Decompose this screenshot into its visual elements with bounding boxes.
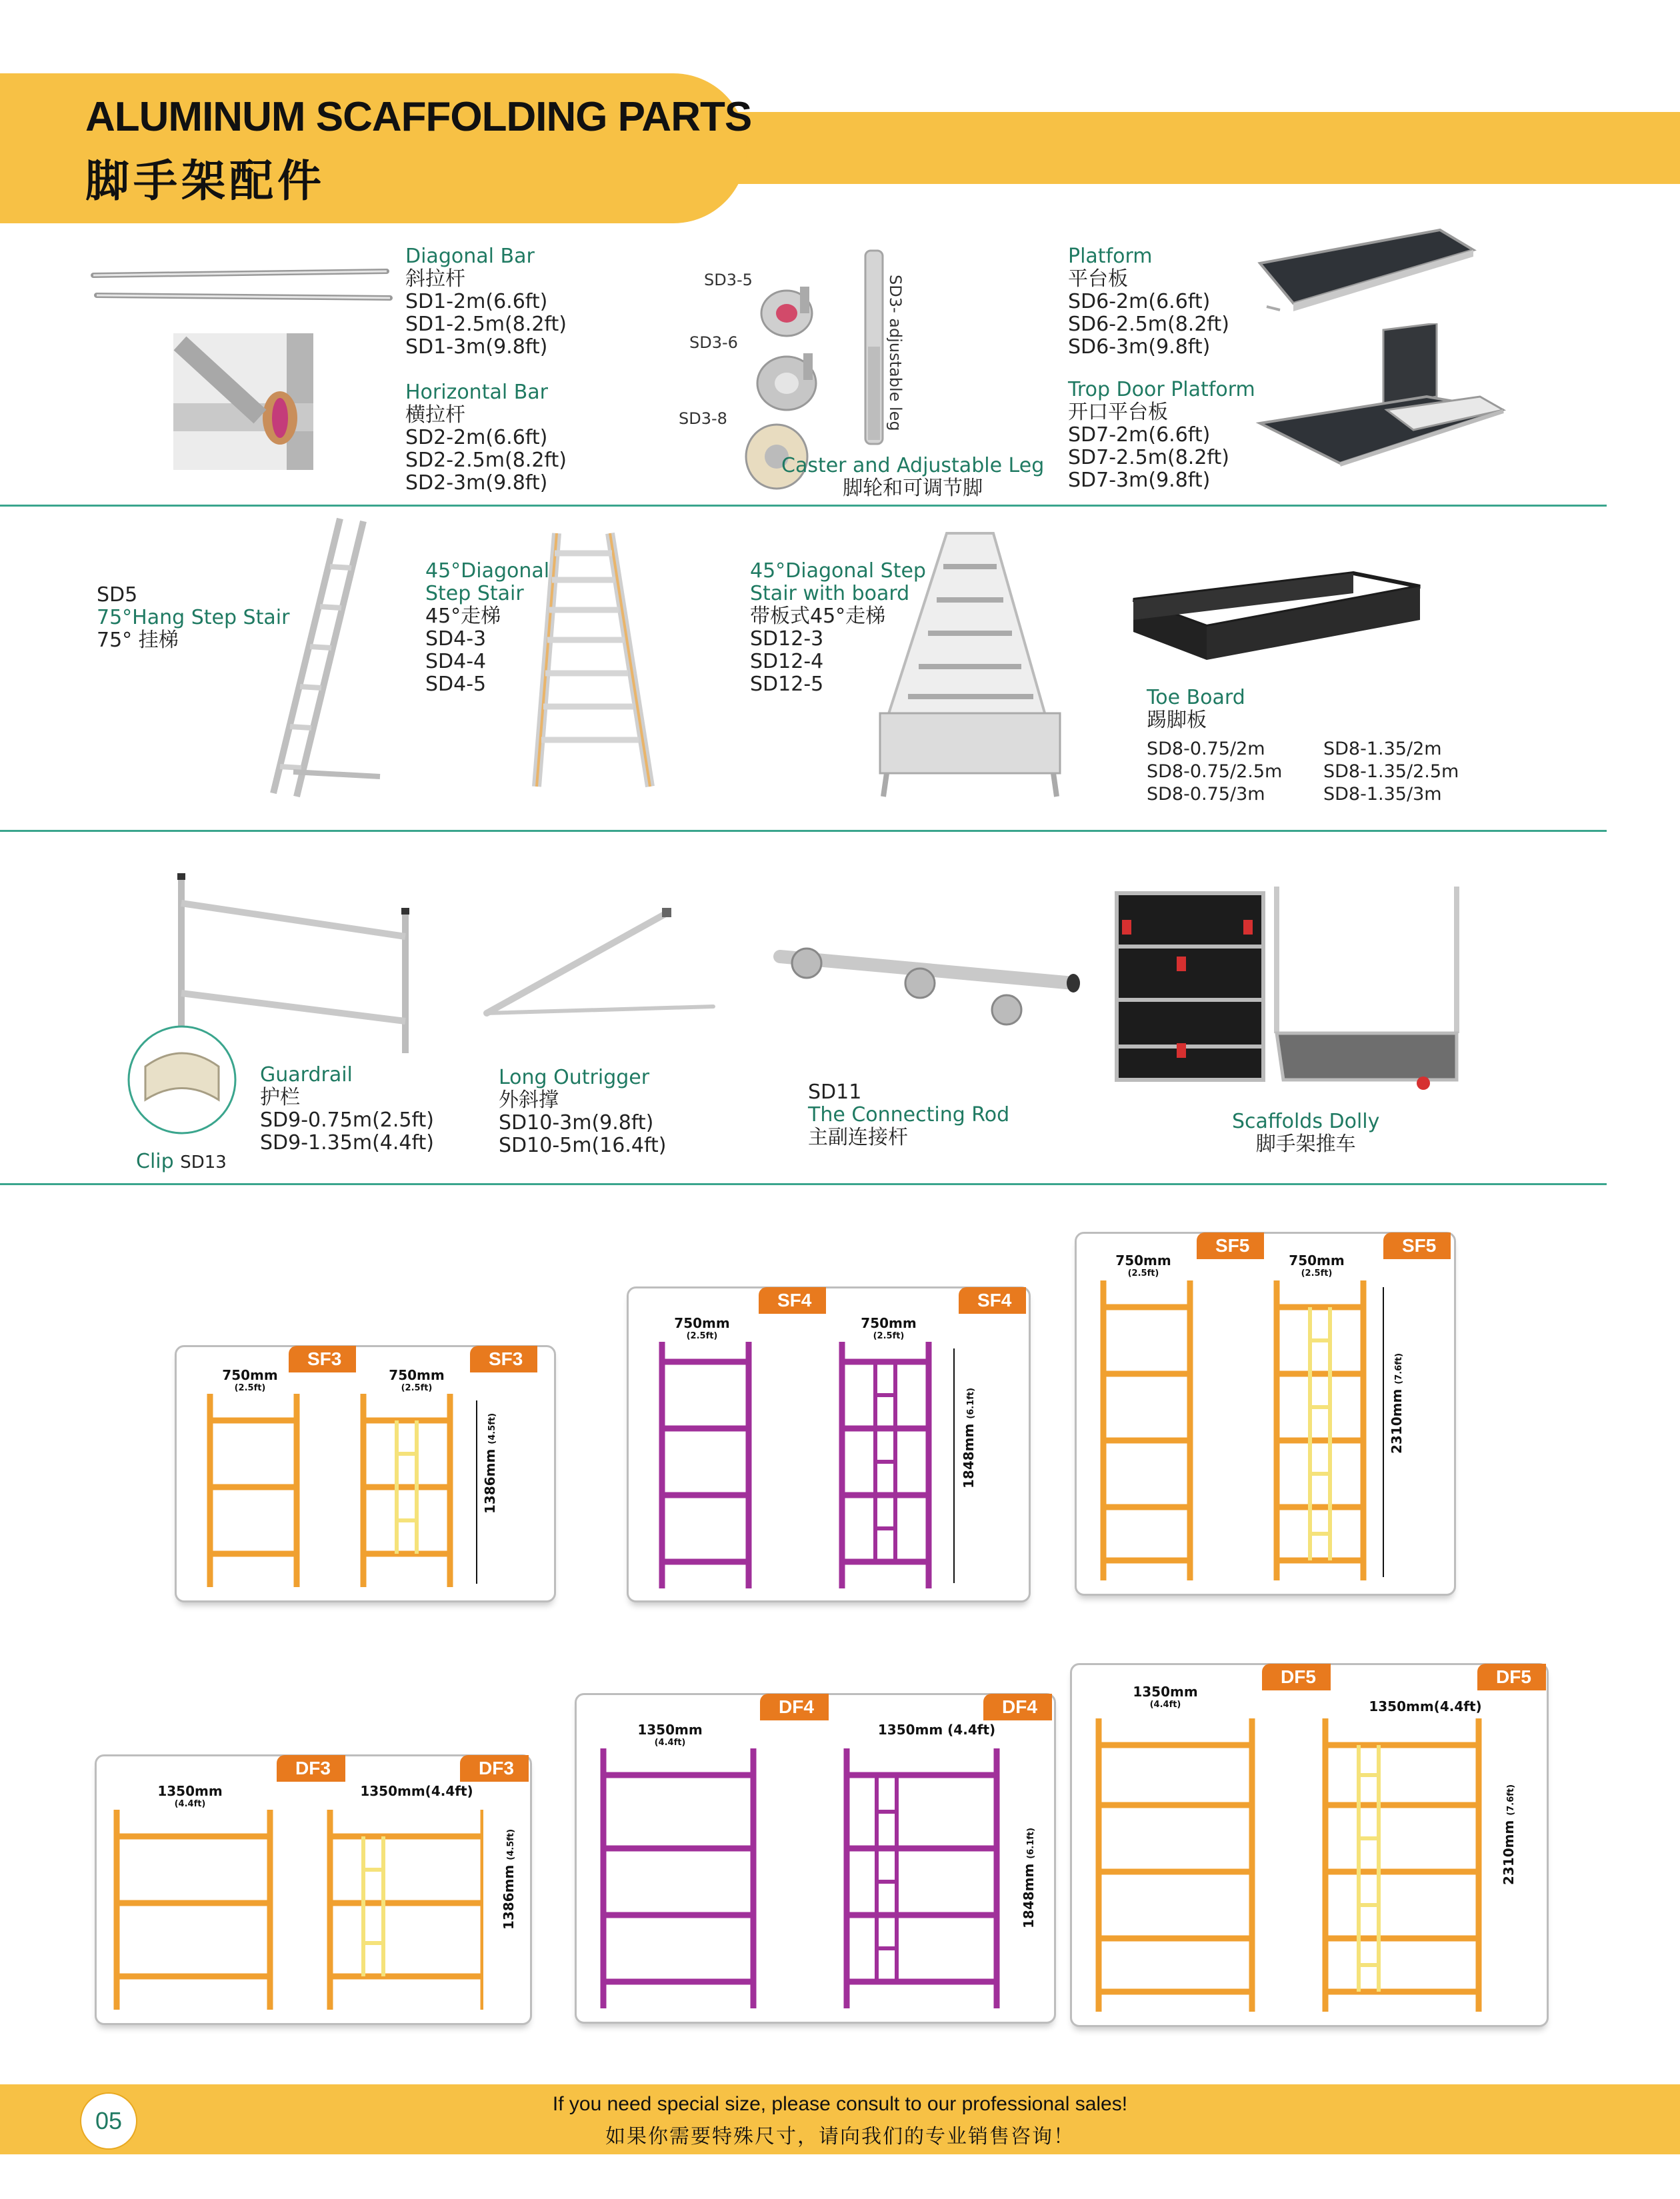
caster-label: SD3-8 [679,409,727,428]
frame-tag: DF3 [460,1755,529,1782]
frame-tag: SF5 [1383,1232,1451,1259]
page-title-cn: 脚手架配件 [85,155,325,207]
step-stair-title-2: Step Stair [425,582,524,605]
frame-width-label: 750mm (2.5ft) [222,1367,278,1393]
spec-line: SD8-0.75/2m [1147,739,1265,759]
connecting-rod-image [767,930,1087,1030]
frame-tag: SF5 [1197,1232,1264,1259]
frame-tag: DF5 [1477,1664,1546,1690]
spec-line: SD8-0.75/2.5m [1147,761,1283,782]
clip-caption [136,1150,227,1174]
spec-line: SD1-2.5m(8.2ft) [405,313,567,336]
outrigger-title: Long Outrigger [499,1066,650,1089]
spec-line: SD6-2m(6.6ft) [1068,290,1211,313]
diagonal-bar-image [87,257,400,477]
frame-height-label: 1848mm (6.1ft) [961,1387,977,1488]
frame-height-label: 2310mm (7.6ft) [1501,1784,1517,1885]
trop-door-title: Trop Door Platform [1068,378,1255,401]
caster-label: SD3-5 [704,271,753,289]
spec-line: SD8-1.35/3m [1323,784,1442,805]
section-divider [0,1183,1607,1185]
guardrail-title: Guardrail [260,1063,353,1087]
spec-line: SD9-1.35m(4.4ft) [260,1131,434,1154]
frame-width-label: 1350mm(4.4ft) [1369,1698,1482,1714]
caster-label: SD3-6 [689,333,738,352]
spec-line: SD2-2.5m(8.2ft) [405,449,567,472]
frame-drawing-df3 [110,1810,483,2016]
diagonal-bar-cn: 斜拉杆 [405,267,465,291]
diagonal-bar-title: Diagonal Bar [405,245,535,268]
frame-tag: SF4 [959,1287,1026,1314]
header-band [667,112,1680,184]
frame-width-label: 1350mm (4.4ft) [877,1722,996,1738]
frame-tag: SF3 [289,1346,356,1372]
step-board-title: 45°Diagonal Step [750,559,926,583]
footer-note-cn: 如果你需要特殊尺寸，请向我们的专业销售咨询！ [605,2125,1075,2148]
page-title: ALUMINUM SCAFFOLDING PARTS [85,94,752,140]
horizontal-bar-title: Horizontal Bar [405,381,549,404]
outrigger-caption [499,1067,666,1157]
trop-door-caption [1068,379,1255,492]
hang-stair-cn: 75° 挂梯 [97,629,179,652]
spec-line: SD2-3m(9.8ft) [405,471,548,495]
frame-tag: DF5 [1262,1664,1331,1690]
frame-drawing-sf4 [649,1342,982,1595]
frame-drawing-sf3 [197,1394,503,1594]
spec-line: SD12-5 [750,673,824,696]
frame-drawing-df5 [1092,1718,1492,2018]
frame-drawing-df4 [590,1748,1003,2015]
frame-height-label: 1386mm (4.5ft) [482,1412,498,1514]
frame-height-label: 1848mm (6.1ft) [1021,1827,1037,1928]
spec-line: SD1-3m(9.8ft) [405,335,548,359]
adjustable-leg-label: SD3- adjustable leg [886,275,905,431]
hang-stair-image [260,513,393,807]
frame-tag: DF4 [983,1694,1052,1720]
clip-title: Clip [136,1150,174,1173]
spec-line: SD12-3 [750,627,824,651]
trop-door-platform-image [1253,323,1520,497]
trop-door-cn: 开口平台板 [1068,401,1168,424]
platform-title: Platform [1068,245,1153,268]
outrigger-image [473,907,720,1020]
frame-tag: DF3 [277,1755,345,1782]
horizontal-bar-cn: 横拉杆 [405,403,465,427]
frame-width-label: 750mm (2.5ft) [674,1315,730,1341]
platform-caption [1068,245,1229,359]
step-stair-image [527,527,660,793]
frame-height-label: 2310mm (7.6ft) [1389,1352,1405,1454]
spec-line: SD4-4 [425,650,487,673]
frame-card-sf3 [175,1345,556,1602]
frame-width-label: 750mm (2.5ft) [1289,1252,1345,1278]
section-divider [0,830,1607,832]
toe-board-caption [1147,687,1245,732]
dolly-image [1110,880,1470,1093]
spec-line: SD7-3m(9.8ft) [1068,469,1211,492]
frame-width-label: 1350mm(4.4ft) [360,1783,473,1799]
guardrail-caption [260,1064,434,1154]
step-board-stair-image [867,527,1067,807]
toe-board-cn: 踢脚板 [1147,709,1207,732]
spec-line: SD10-3m(9.8ft) [499,1111,654,1134]
spec-line: SD1-2m(6.6ft) [405,290,548,313]
dolly-title: Scaffolds Dolly [1232,1110,1380,1133]
frame-card-df5 [1070,1663,1549,2027]
caster-cn: 脚轮和可调节脚 [843,477,983,500]
clip-code: SD13 [180,1152,227,1172]
spec-line: SD4-3 [425,627,487,651]
spec-line: SD2-2m(6.6ft) [405,426,548,449]
dolly-caption [1232,1110,1379,1156]
spec-line: SD8-1.35/2.5m [1323,761,1459,782]
connecting-rod-caption [808,1081,1009,1149]
spec-line: SD9-0.75m(2.5ft) [260,1108,434,1132]
frame-width-label: 750mm (2.5ft) [1115,1252,1171,1278]
spec-line: SD6-2.5m(8.2ft) [1068,313,1229,336]
step-stair-title: 45°Diagonal [425,559,550,583]
frame-card-df3 [95,1754,532,2025]
frame-height-label: 1386mm (4.5ft) [501,1828,517,1930]
spec-line: SD8-0.75/3m [1147,784,1265,805]
platform-cn: 平台板 [1068,267,1128,291]
toe-board-image [1127,567,1427,667]
connecting-rod-title: The Connecting Rod [808,1103,1010,1126]
spec-line: SD12-4 [750,650,824,673]
frame-card-sf5 [1075,1232,1456,1596]
frame-tag: SF4 [759,1287,826,1314]
frame-drawing-sf5 [1090,1280,1403,1587]
caster-title: Caster and Adjustable Leg [781,454,1045,477]
frame-card-sf4 [627,1286,1031,1602]
guardrail-cn: 护栏 [260,1086,300,1109]
frame-width-label: 1350mm (4.4ft) [157,1783,223,1809]
frame-tag: SF3 [470,1346,537,1372]
section-divider [0,505,1607,507]
connecting-rod-code: SD11 [808,1081,862,1104]
hang-stair-code: SD5 [97,583,138,607]
clip-image [119,1020,245,1140]
spec-line: SD8-1.35/2m [1323,739,1442,759]
frame-width-label: 750mm (2.5ft) [389,1367,445,1393]
horizontal-bar-caption [405,381,567,495]
toe-board-spec-col1 [1147,738,1282,806]
spec-line: SD7-2.5m(8.2ft) [1068,446,1229,469]
step-board-cn: 带板式45°走梯 [750,605,886,628]
page-number: 05 [80,2092,137,2150]
toe-board-spec-col2 [1323,738,1459,806]
diagonal-bar-caption [405,245,567,359]
outrigger-cn: 外斜撑 [499,1089,559,1112]
spec-line: SD7-2m(6.6ft) [1068,423,1211,447]
toe-board-title: Toe Board [1147,686,1245,709]
spec-line: SD10-5m(16.4ft) [499,1134,667,1157]
step-board-title-2: Stair with board [750,582,910,605]
frame-tag: DF4 [760,1694,829,1720]
frame-width-label: 1350mm (4.4ft) [637,1722,703,1748]
frame-width-label: 1350mm (4.4ft) [1133,1684,1198,1710]
spec-line: SD6-3m(9.8ft) [1068,335,1211,359]
spec-line: SD4-5 [425,673,487,696]
platform-image [1247,223,1480,330]
connecting-rod-cn: 主副连接杆 [808,1126,908,1149]
hang-stair-title: 75°Hang Step Stair [97,606,290,629]
caster-caption [781,455,1044,500]
footer-note-en: If you need special size, please consult to our professional sales! [552,2093,1128,2115]
frame-card-df4 [575,1693,1056,2024]
step-stair-cn: 45°走梯 [425,605,501,628]
frame-width-label: 750mm (2.5ft) [861,1315,917,1341]
dolly-cn: 脚手架推车 [1255,1132,1356,1156]
